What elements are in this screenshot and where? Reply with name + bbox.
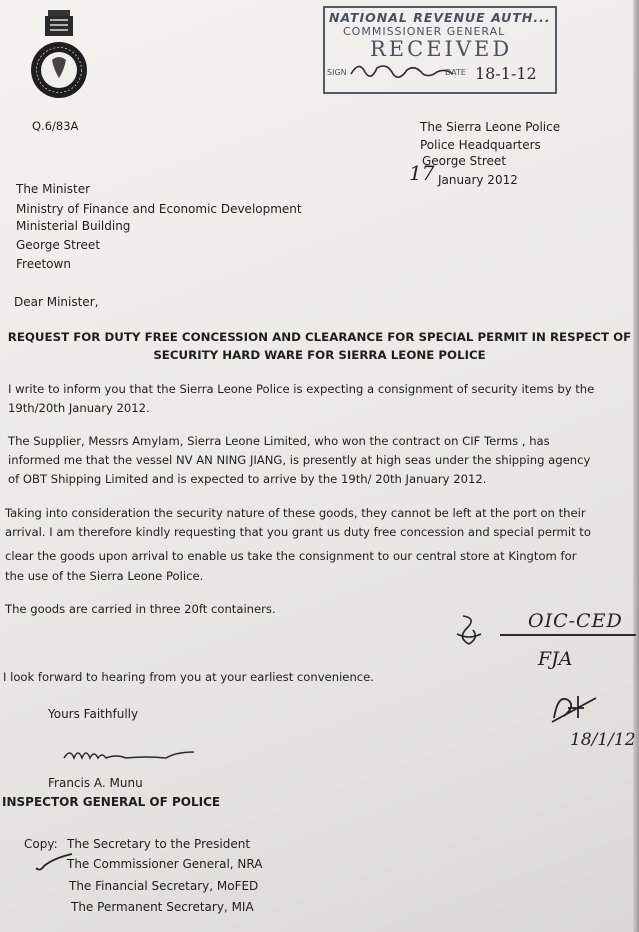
- paragraph-2-line-1: The Supplier, Messrs Amylam, Sierra Leone Limited, who won the contract on CIF Terms , has: [8, 434, 550, 448]
- annotation-date: 18/1/12: [570, 730, 636, 750]
- recipient-line-4: George Street: [16, 238, 101, 252]
- subject-line-2: SECURITY HARD WARE FOR SIERRA LEONE POLICE: [153, 348, 486, 362]
- sender-date-handwritten: 17: [409, 161, 435, 185]
- recipient-line-3: Ministerial Building: [16, 219, 131, 233]
- signatory-name: Francis A. Munu: [48, 776, 143, 790]
- signatory-title: INSPECTOR GENERAL OF POLICE: [2, 795, 221, 809]
- recipient-line-1: The Minister: [16, 182, 91, 196]
- subject-line-1: REQUEST FOR DUTY FREE CONCESSION AND CLEARANCE FOR SPECIAL PERMIT IN RESPECT OF: [7, 330, 632, 344]
- stamp-signature-icon: [349, 60, 459, 82]
- stamp-line-1: NATIONAL REVENUE AUTH...: [329, 10, 551, 25]
- paragraph-3-line-2: arrival. I am therefore kindly requesting that you grant us duty free concession and special permit to: [5, 525, 591, 539]
- copy-item: The Commissioner General, NRA: [67, 857, 263, 871]
- annotation-oic-ced: OIC-CED: [528, 610, 623, 632]
- paragraph-2-line-3: of OBT Shipping Limited and is expected to arrive by the 19th/ 20th January 2012.: [8, 472, 487, 486]
- paragraph-3-line-3: clear the goods upon arrival to enable us take the consignment to our central store at Kingtom for: [5, 549, 577, 563]
- copy-label: Copy:: [24, 837, 58, 851]
- stamp-sign-label: SIGN: [327, 68, 347, 77]
- signature-icon: [60, 744, 210, 766]
- copy-item: The Secretary to the President: [67, 837, 251, 851]
- paragraph-5: I look forward to hearing from you at your earliest convenience.: [3, 670, 374, 684]
- recipient-line-5: Freetown: [16, 257, 71, 271]
- closing: Yours Faithfully: [48, 707, 139, 721]
- sierra-leone-police-crest-icon: [28, 8, 90, 106]
- paragraph-2-line-2: informed me that the vessel NV AN NING JIANG, is presently at high seas under the shipping agency: [8, 453, 591, 467]
- paragraph-4: The goods are carried in three 20ft containers.: [5, 602, 276, 616]
- annotation-fja: FJA: [538, 648, 573, 670]
- sender-line-3: George Street: [422, 154, 507, 168]
- copy-item: The Permanent Secretary, MIA: [71, 900, 254, 914]
- handwritten-initial-icon: [455, 612, 485, 646]
- recipient-line-2: Ministry of Finance and Economic Development: [16, 202, 302, 216]
- salutation: Dear Minister,: [14, 295, 99, 309]
- sender-line-1: The Sierra Leone Police: [420, 120, 561, 134]
- paragraph-1-line-2: 19th/20th January 2012.: [8, 401, 150, 415]
- paragraph-1-line-1: I write to inform you that the Sierra Leone Police is expecting a consignment of security items by the: [8, 382, 595, 396]
- stamp-line-2: COMMISSIONER GENERAL: [343, 25, 506, 38]
- sender-line-2: Police Headquarters: [420, 138, 541, 152]
- annotation-underline: [500, 634, 636, 636]
- handwritten-mark-icon: [548, 690, 598, 726]
- paragraph-3-line-1: Taking into consideration the security nature of these goods, they cannot be left at the port on their: [5, 506, 586, 520]
- sender-date: January 2012: [438, 173, 518, 187]
- copy-item: The Financial Secretary, MoFED: [69, 879, 259, 893]
- page-edge-shadow: [633, 0, 639, 932]
- stamp-date-value: 18-1-12: [475, 64, 537, 83]
- stamp-date-label: DATE: [445, 68, 466, 77]
- received-stamp: [323, 6, 557, 94]
- stamp-received: RECEIVED: [370, 37, 513, 61]
- reference-number: Q.6/83A: [32, 119, 79, 133]
- paragraph-3-line-4: the use of the Sierra Leone Police.: [5, 569, 204, 583]
